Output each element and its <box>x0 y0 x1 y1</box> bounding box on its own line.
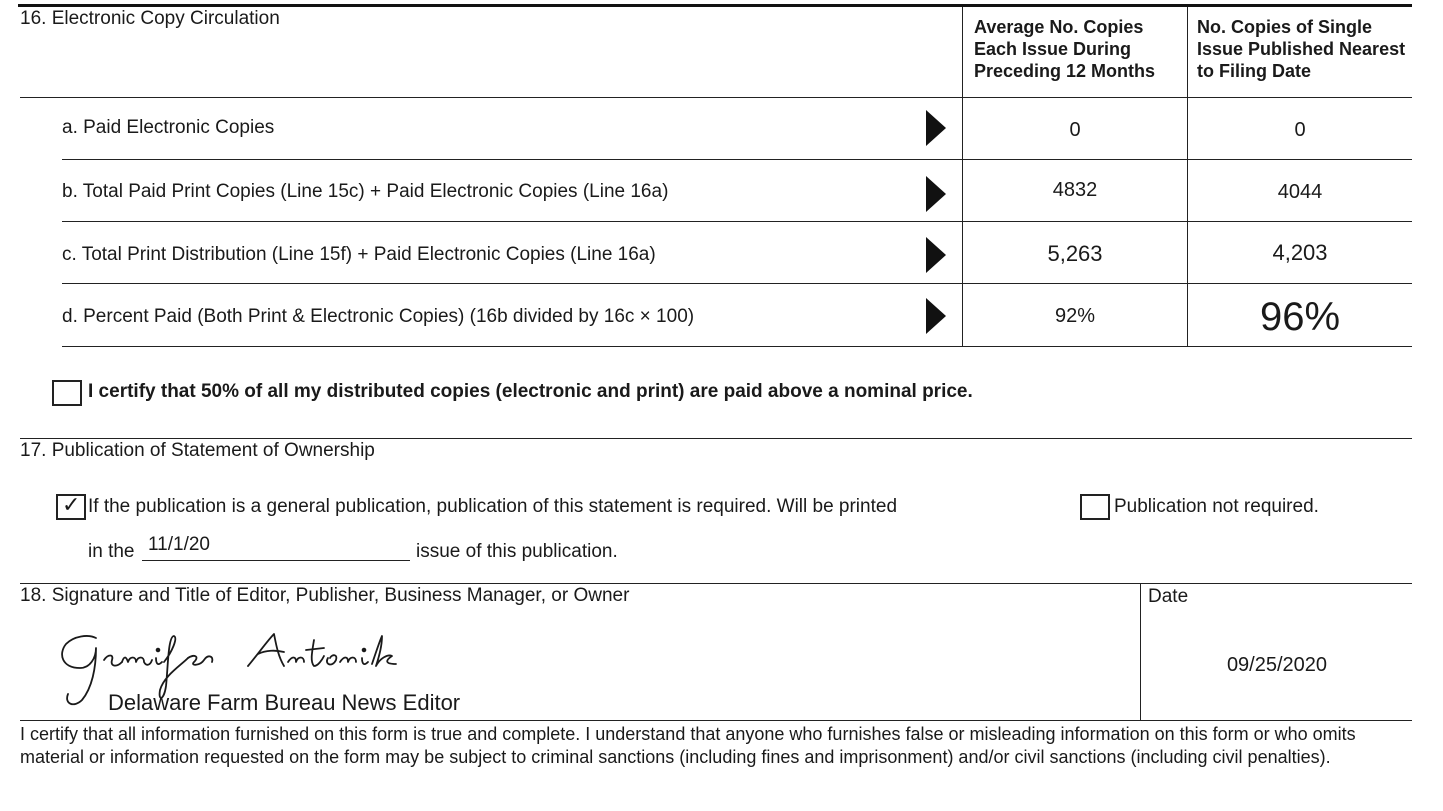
column-divider-1 <box>962 7 963 347</box>
not-required-text: Publication not required. <box>1114 496 1319 517</box>
issue-date-value: 11/1/20 <box>148 534 210 555</box>
not-required-checkbox[interactable] <box>1080 494 1110 520</box>
certify-text: I certify that 50% of all my distributed copies (electronic and print) are paid above a nominal price. <box>88 381 973 402</box>
arrow-icon <box>926 298 946 334</box>
column-header-average: Average No. Copies Each Issue During Preceding 12 Months <box>974 17 1156 81</box>
issue-suffix: issue of this publication. <box>416 541 618 562</box>
section-17-title: 17. Publication of Statement of Ownership <box>20 440 375 461</box>
arrow-icon <box>926 176 946 212</box>
certify-checkbox[interactable] <box>52 380 82 406</box>
row-rule-d <box>62 346 1412 347</box>
date-label: Date <box>1148 586 1189 607</box>
top-rule <box>18 4 1412 7</box>
section-18-rule <box>20 583 1412 584</box>
column-header-single: No. Copies of Single Issue Published Nearest to Filing Date <box>1197 17 1406 81</box>
row-label-b: b. Total Paid Print Copies (Line 15c) + Paid Electronic Copies (Line 16a) <box>62 181 669 202</box>
row-rule-b <box>62 221 1412 222</box>
row-d-average: 92% <box>1054 305 1096 327</box>
issue-date-line <box>142 560 410 561</box>
row-rule-c <box>62 283 1412 284</box>
row-label-a: a. Paid Electronic Copies <box>62 117 275 138</box>
row-d-single: 96% <box>1259 295 1341 339</box>
header-rule <box>20 97 1412 98</box>
signer-title: Delaware Farm Bureau News Editor <box>108 690 461 715</box>
column-divider-2 <box>1187 7 1188 347</box>
section-18-title: 18. Signature and Title of Editor, Publisher, Business Manager, or Owner <box>20 585 630 606</box>
row-a-single: 0 <box>1294 119 1306 141</box>
section-17-rule <box>20 438 1412 439</box>
check-mark-icon: ✓ <box>62 493 81 518</box>
row-rule-a <box>62 159 1412 160</box>
arrow-icon <box>926 110 946 146</box>
date-value: 09/25/2020 <box>1226 654 1328 676</box>
footer-rule <box>20 720 1412 721</box>
arrow-icon <box>926 237 946 273</box>
row-c-average: 5,263 <box>1047 241 1103 266</box>
row-label-c: c. Total Print Distribution (Line 15f) + Paid Electronic Copies (Line 16a) <box>62 244 656 265</box>
row-a-average: 0 <box>1069 119 1081 141</box>
date-divider <box>1140 583 1141 720</box>
general-publication-text: If the publication is a general publication, publication of this statement is required. Will be printed <box>88 496 898 517</box>
in-the-label: in the <box>88 541 135 562</box>
row-b-single: 4044 <box>1277 181 1323 203</box>
row-label-d: d. Percent Paid (Both Print & Electronic Copies) (16b divided by 16c × 100) <box>62 306 695 327</box>
section-16-title: 16. Electronic Copy Circulation <box>20 8 280 29</box>
row-c-single: 4,203 <box>1272 240 1328 265</box>
row-b-average: 4832 <box>1052 179 1098 201</box>
general-publication-checkbox[interactable] <box>56 494 86 520</box>
certification-footer: I certify that all information furnished on this form is true and complete. I understand that anyone who furnishes false or misleading information on this form or who omits material or information requested on the form may be subject to criminal sanctions (including fines and imprisonment) and/or civil sanctions (including civil penalties). <box>20 724 1356 767</box>
